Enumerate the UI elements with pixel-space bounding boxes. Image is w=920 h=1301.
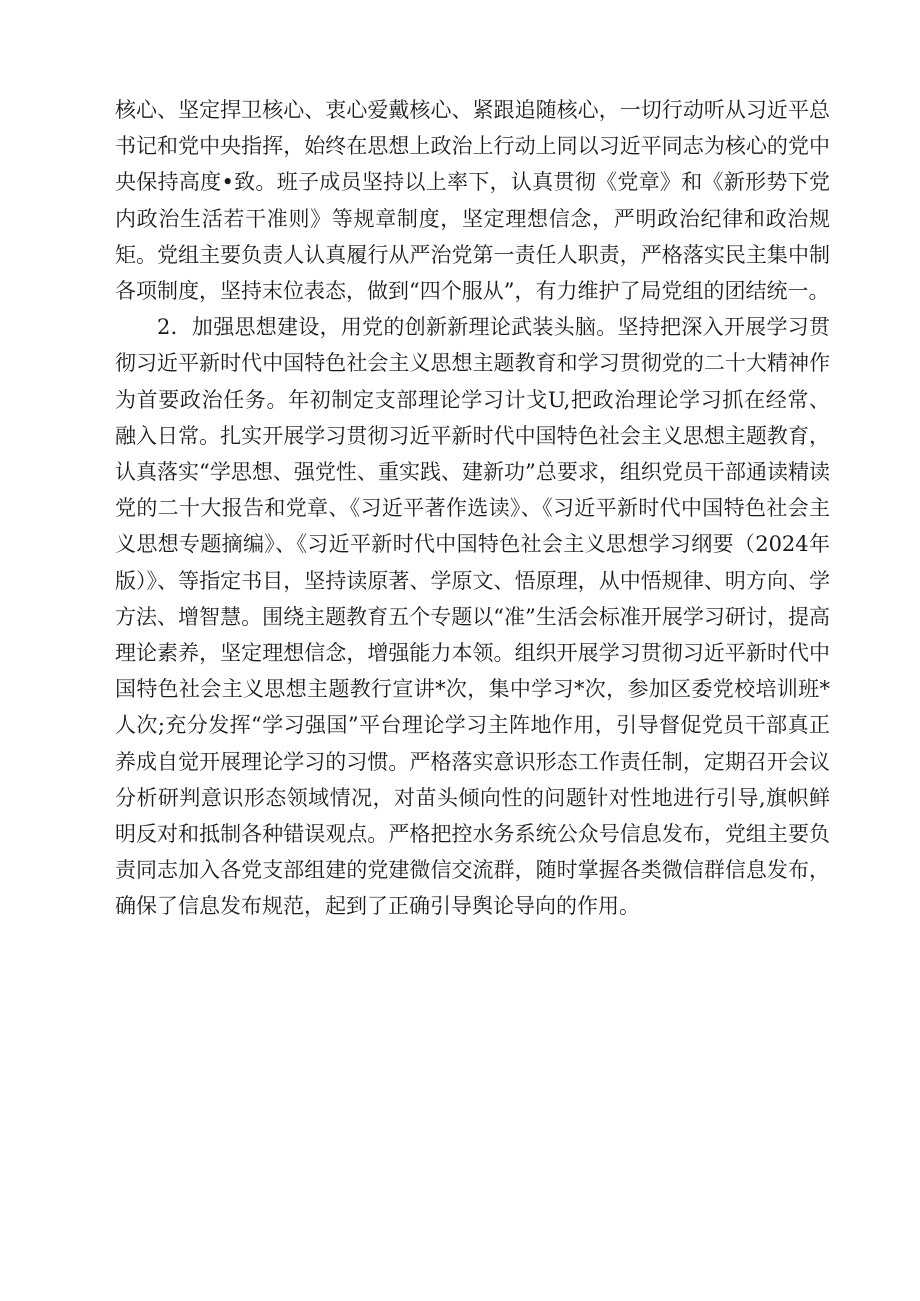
paragraph-section-2: 2．加强思想建设，用党的创新新理论武装头脑。坚持把深入开展学习贯彻习近平新时代中国特色社会主义思想主题教育和学习贯彻党的二十大精神作为首要政治任务。年初制定支部理论学习计戈U,把政治理论学习抓在经常、融入日常。扎实开展学习贯彻习近平新时代中国特色社会主义思想主题教育，认真落实“学思想、强党性、重实践、建新功”总要求，组织党员干部通读精读党的二十大报告和党章、《习近平著作选读》、《习近平新时代中国特色社会主义思想专题摘编》、《习近平新时代中国特色社会主义思想学习纲要（2024年版）》、等指定书目，坚持读原著、学原文、悟原理，从中悟规律、明方向、学方法、增智慧。围绕主题教育五个专题以“准”生活会标准开展学习研讨，提高理论素养，坚定理想信念，增强能力本领。组织开展学习贯彻习近平新时代中国特色社会主义思想主题教行宣讲*次，集中学习*次，参加区委党校培训班*人次;充分发挥“学习强国”平台理论学习主阵地作用，引导督促党员干部真正养成自觉开展理论学习的习惯。严格落实意识形态工作责任制，定期召开会议分析研判意识形态领域情况，对苗头倾向性的问题针对性地进行引导,旗帜鲜明反对和抵制各种错误观点。严格把控水务系统公众号信息发布，党组主要负责同志加入各党支部组建的党建微信交流群，随时掌握各类微信群信息发布，确保了信息发布规范，起到了正确引导舆论导向的作用。 [115,315,830,919]
paragraph-continued: 核心、坚定捍卫核心、衷心爱戴核心、紧跟追随核心，一切行动听从习近平总书记和党中央指挥，始终在思想上政治上行动上同以习近平同志为核心的党中央保持高度•致。班子成员坚持以上率下，认真贯彻《党章》和《新形势下党内政治生活若干准则》等规章制度，坚定理想信念，严明政治纪律和政治规矩。党组主要负责人认真履行从严治党第一责任人职责，严格落实民主集中制各项制度，坚持末位表态，做到“四个服从”，有力维护了局党组的团结统一。 [115,98,830,304]
document-body [115,92,830,925]
